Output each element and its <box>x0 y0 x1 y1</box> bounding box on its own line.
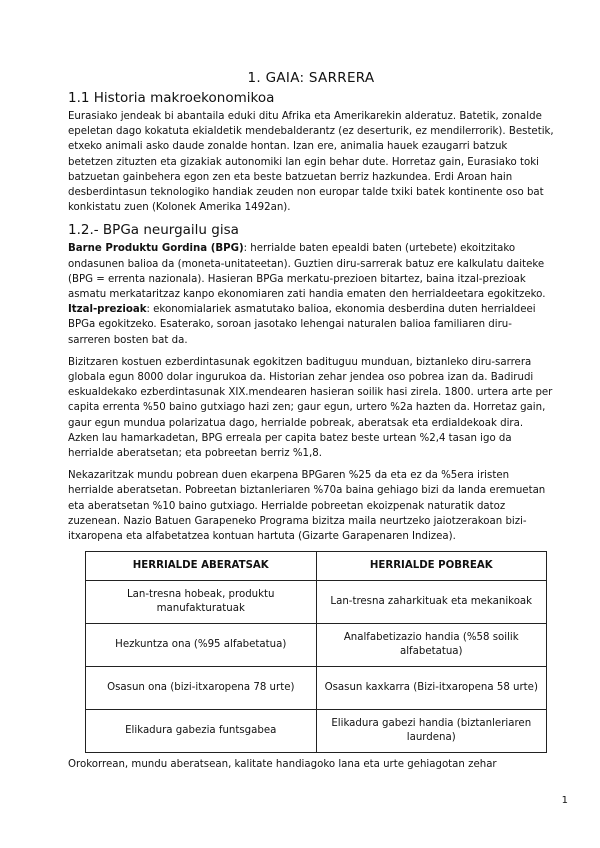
table-cell: Hezkuntza ona (%95 alfabetatua) <box>86 624 317 667</box>
paragraph-history: Eurasiako jendeak bi abantaila eduki ditu Afrika eta Amerikarekin alderatuz. Batetik, zonalde epeletan dago kokatuta ekialdetik mendebalderantz (ez deserturik, ez mendilerrorik). Bestetik, etxeko animali asko daude zonalde hontan. Izan ere, animalia hauek ezaugarri batzuk betetzen zituzten eta gizakiak autonomiki lan egin behar dute. Horretaz gain, Eurasiako toki batzuetan gainbehera egon zen eta beste batzuetan berriz hazkundea. Erdi Aroan hain desberdintasun teknologiko handiak zeuden non europar talde txiki batek kontinente oso bat konkistatu zuen (Kolonek Amerika 1492an). <box>68 111 554 214</box>
table-header-rich: HERRIALDE ABERATSAK <box>86 552 317 581</box>
table-cell: Elikadura gabezia funtsgabea <box>86 710 317 753</box>
table-cell: Elikadura gabezi handia (biztanleriaren laurdena) <box>316 710 547 753</box>
term-itzal-prezioak: Itzal-prezioak <box>68 304 147 316</box>
page-title: 1. GAIA: SARRERA <box>247 70 375 86</box>
table-row <box>86 624 547 667</box>
section-heading-1-2: 1.2.- BPGa neurgailu gisa <box>68 222 239 239</box>
page-number: 1 <box>561 795 568 806</box>
section-heading-1-1: 1.1 Historia makroekonomikoa <box>68 90 275 106</box>
paragraph-agriculture: Nekazaritzak mundu pobrean duen ekarpena BPGaren %25 da eta ez da %5era iristen herrialde aberatsetan. Pobreetan biztanleriaren %70a baina gehiago bizi da landa eremuetan eta aberatsetan %10 baino gutxiago. Herrialde pobreetan ekoizpenak naturatik datoz zuzenean. Nazio Batuen Garapeneko Programa bizitza maila neurtzeko jaiotzerakoan bizi-itxaropena eta alfabetatzea kontuan hartuta (Gizarte Garapenaren Indizea). <box>68 470 546 543</box>
paragraph-bpg-definition <box>68 241 554 347</box>
table-cell: Analfabetizazio handia (%58 soilik alfabetatua) <box>316 624 547 667</box>
paragraph-income-inequality: Bizitzaren kostuen ezberdintasunak egokitzen badituguu munduan, biztanleko diru-sarrera globala egun 8000 dolar ingurukoa da. Historian zehar jendea oso pobrea izan da. Badirudi eskualdekako ezberdintasunak XIX.mendearen hasieran soilik hasi zirela. 1800. urtera arte per capita errenta %50 baino gutxiago hazi zen; gaur egun, urtero %2a hazten da. Horretaz gain, gaur egun mundua polarizatua dago, herrialde pobreak, aberatsak eta erdialdekoak dira. Azken lau hamarkadetan, BPG erreala per capita batez beste urtean %2,4 tasan igo da herrialde aberatsetan; eta pobreetan berriz %1,8. <box>68 356 553 460</box>
table-header-poor: HERRIALDE POBREAK <box>316 552 547 581</box>
bpg-definition-text: : herrialde baten epealdi baten (urtebete) ekoitzitako ondasunen balioa da (moneta-unitateetan). Guztien diru-sarrerak batuz ere kalkulatu daiteke (BPG = errenta nazionala). Hasieran BPGa merkatu-prezioen bitartez, baina itzal-prezioak asmatu merkataritzaz kanpo ekonomiaren zati handia ematen den herrialdeetara egokitzeko. <box>68 243 546 301</box>
table-row <box>86 667 547 710</box>
table-cell: Lan-tresna hobeak, produktu manufakturatuak <box>86 581 317 624</box>
table-cell: Osasun ona (bizi-itxaropena 78 urte) <box>86 667 317 710</box>
document-page <box>68 70 554 779</box>
table-cell: Osasun kaxkarra (Bizi-itxaropena 58 urte) <box>316 667 547 710</box>
comparison-table <box>85 551 547 753</box>
term-bpg: Barne Produktu Gordina (BPG) <box>68 243 244 255</box>
table-cell: Lan-tresna zaharkituak eta mekanikoak <box>316 581 547 624</box>
paragraph-closing: Orokorrean, mundu aberatsean, kalitate handiagoko lana eta urte gehiagotan zehar <box>68 759 497 771</box>
table-header-row <box>86 552 547 581</box>
table-row <box>86 581 547 624</box>
table-row <box>86 710 547 753</box>
itzal-prezioak-text: : ekonomialariek asmatutako balioa, ekonomia desberdina duten herrialdeei BPGa egokitzeko. Esaterako, soroan jasotako lehengai naturalen balioa familiaren diru-sarreren bosten bat da. <box>68 304 536 346</box>
